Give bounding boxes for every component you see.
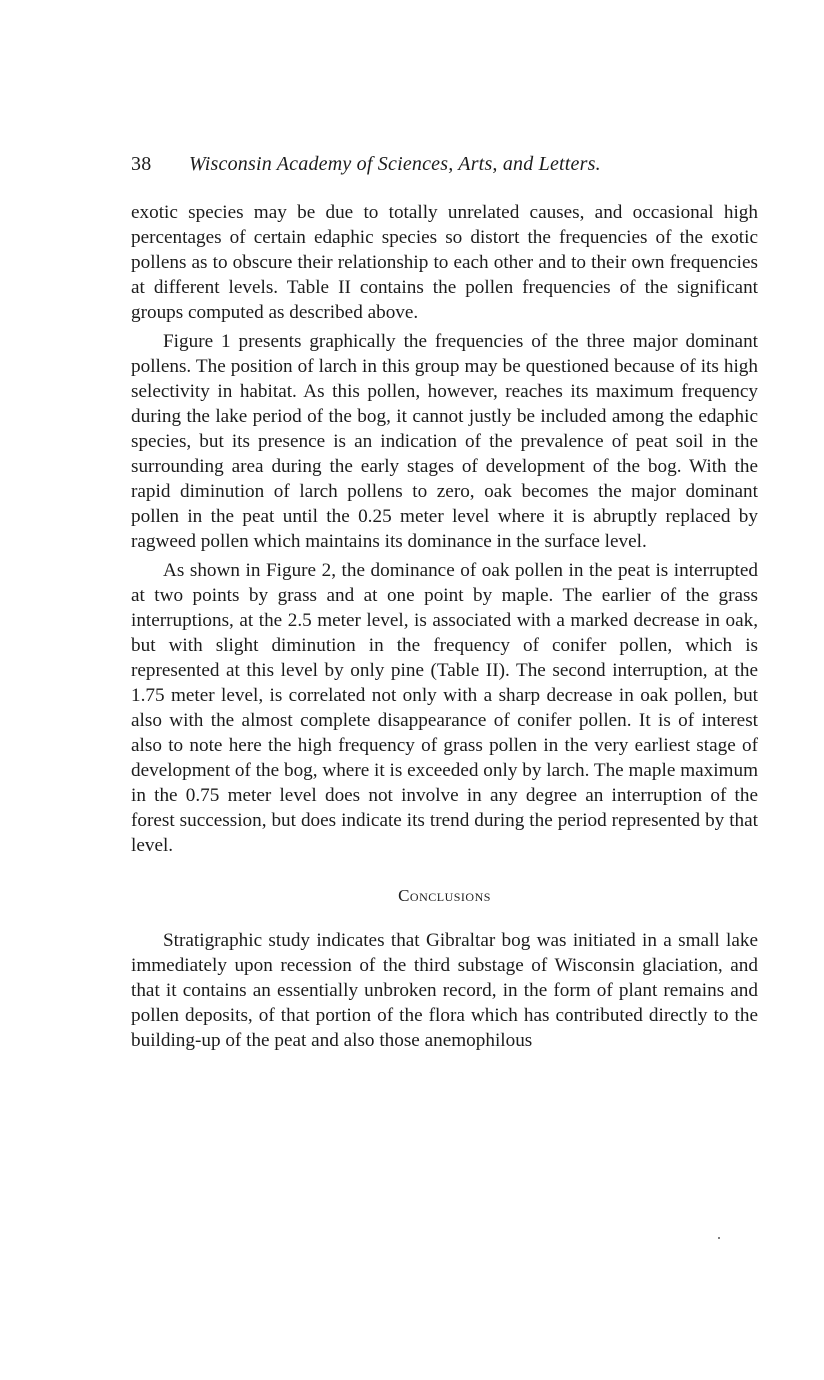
- print-speck: [718, 1237, 720, 1239]
- journal-title: Wisconsin Academy of Sciences, Arts, and Letters.: [189, 153, 601, 175]
- page-content: [131, 150, 758, 1053]
- running-header: [131, 150, 758, 178]
- body-paragraph-1: exotic species may be due to totally unrelated causes, and occasional high percentages of certain edaphic species so distort the frequencies of the exotic pollens as to obscure their relationship to each other and to their own frequencies at different levels. Table II contains the pollen frequencies of the significant groups computed as described above.: [131, 202, 758, 323]
- page-number: 38: [131, 153, 152, 175]
- body-paragraph-2: Figure 1 presents graphically the frequencies of the three major dominant pollens. The position of larch in this group may be questioned because of its high selectivity in habitat. As this pollen, however, reaches its maximum frequency during the lake period of the bog, it cannot justly be included among the edaphic species, but its presence is an indication of the prevalence of peat soil in the surrounding area during the early stages of development of the bog. With the rapid diminution of larch pollens to zero, oak becomes the major dominant pollen in the peat until the 0.25 meter level where it is abruptly replaced by ragweed pollen which maintains its dominance in the surface level.: [131, 331, 758, 552]
- section-heading-conclusions: Conclusions: [398, 886, 491, 905]
- conclusions-paragraph: Stratigraphic study indicates that Gibraltar bog was initiated in a small lake immediately upon recession of the third substage of Wisconsin glaciation, and that it contains an essentially unbroken record, in the form of plant remains and pollen deposits, of that portion of the flora which has contributed directly to the building-up of the peat and also those anemophilous: [131, 930, 758, 1051]
- body-paragraph-3: As shown in Figure 2, the dominance of oak pollen in the peat is interrupted at two points by grass and at one point by maple. The earlier of the grass interruptions, at the 2.5 meter level, is associated with a marked decrease in oak, but with slight diminution in the frequency of conifer pollen, which is represented at this level by only pine (Table II). The second interruption, at the 1.75 meter level, is correlated not only with a sharp decrease in oak pollen, but also with the almost complete disappearance of conifer pollen. It is of interest also to note here the high frequency of grass pollen in the very earliest stage of development of the bog, where it is exceeded only by larch. The maple maximum in the 0.75 meter level does not involve in any degree an interruption of the forest succession, but does indicate its trend during the period represented by that level.: [131, 560, 758, 856]
